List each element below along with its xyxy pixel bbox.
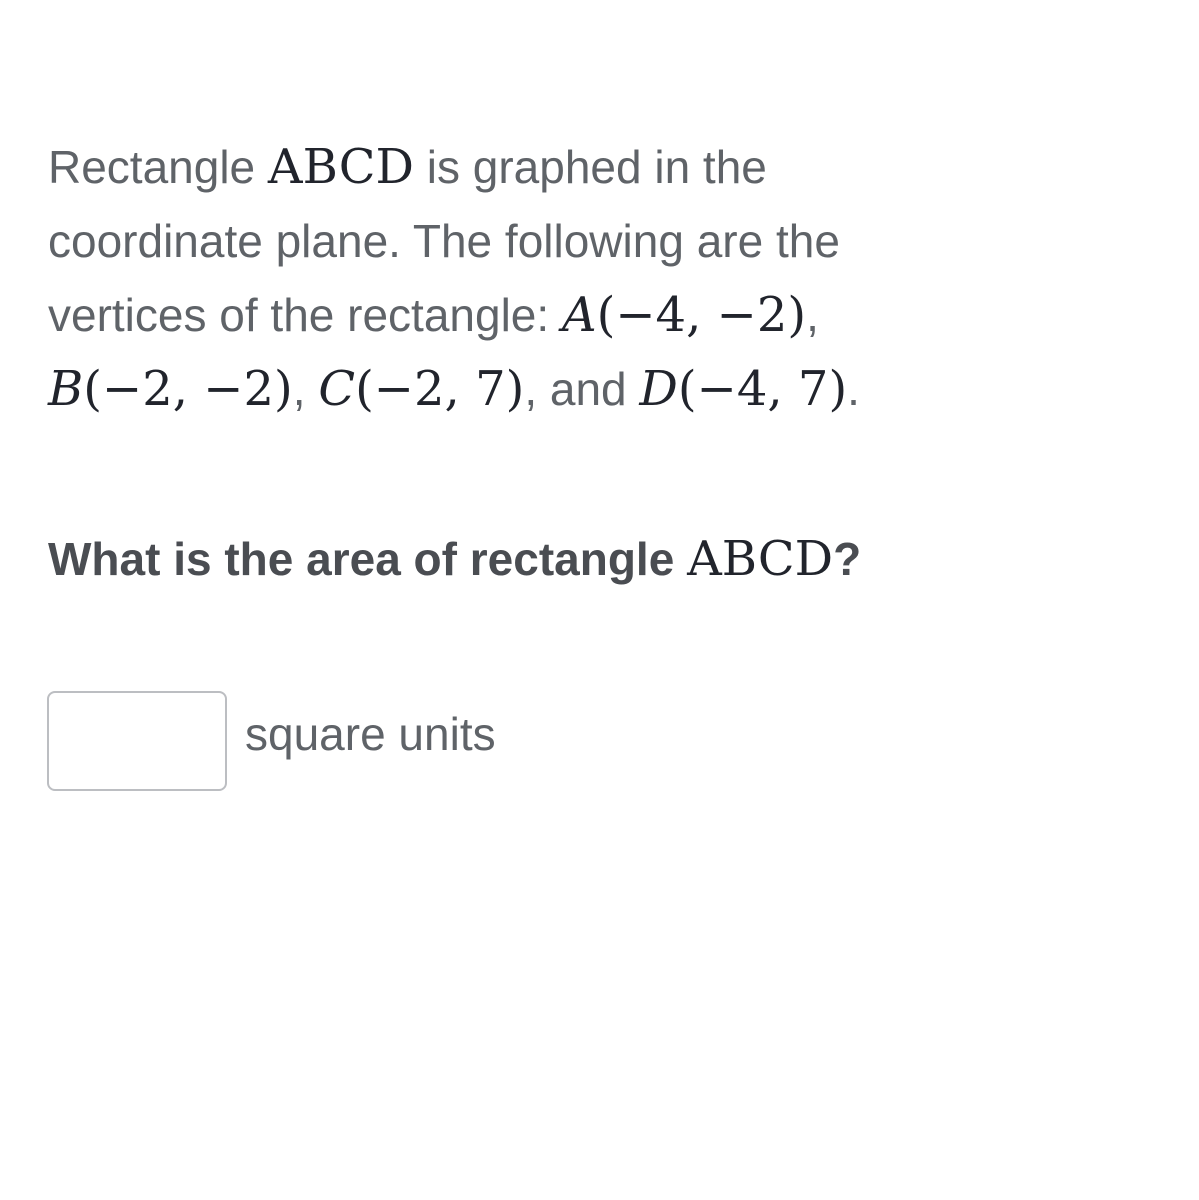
- vertex-a-name: A: [561, 287, 597, 343]
- problem-line-1: [48, 130, 1108, 204]
- units-label: square units: [245, 707, 496, 760]
- vertex-b: [48, 361, 293, 417]
- problem-text: is graphed in the: [413, 141, 767, 193]
- vertex-b-name: B: [48, 361, 84, 417]
- problem-line-2: [48, 204, 1108, 278]
- vertex-c-coords: (−2, 7): [355, 361, 525, 417]
- answer-row: [47, 689, 496, 792]
- problem-line-3: [48, 278, 1108, 352]
- vertex-d-coords: (−4, 7): [677, 361, 848, 417]
- problem-text: coordinate plane. The following are the: [48, 215, 840, 267]
- answer-input[interactable]: [47, 691, 227, 791]
- problem-text: vertices of the rectangle:: [48, 289, 562, 341]
- vertex-a-coords: (−4, −2): [596, 287, 807, 343]
- question-text: What is the area of rectangle: [48, 533, 688, 585]
- problem-text: .: [847, 363, 860, 415]
- rectangle-name-math: ABCD: [687, 531, 834, 587]
- vertex-d-name: D: [639, 361, 678, 417]
- vertex-c-name: C: [318, 361, 356, 417]
- rectangle-name-math: ABCD: [267, 139, 414, 195]
- vertex-c: [318, 361, 524, 417]
- problem-statement: [48, 130, 1108, 426]
- question-prompt: [48, 522, 861, 596]
- question-text: ?: [833, 533, 862, 585]
- vertex-d: [639, 361, 847, 417]
- vertex-a: [562, 287, 806, 343]
- problem-text: Rectangle: [48, 141, 268, 193]
- problem-text: , and: [524, 363, 640, 415]
- problem-line-4: [48, 352, 1108, 426]
- problem-text: ,: [292, 363, 319, 415]
- problem-text: ,: [806, 289, 819, 341]
- vertex-b-coords: (−2, −2): [83, 361, 293, 417]
